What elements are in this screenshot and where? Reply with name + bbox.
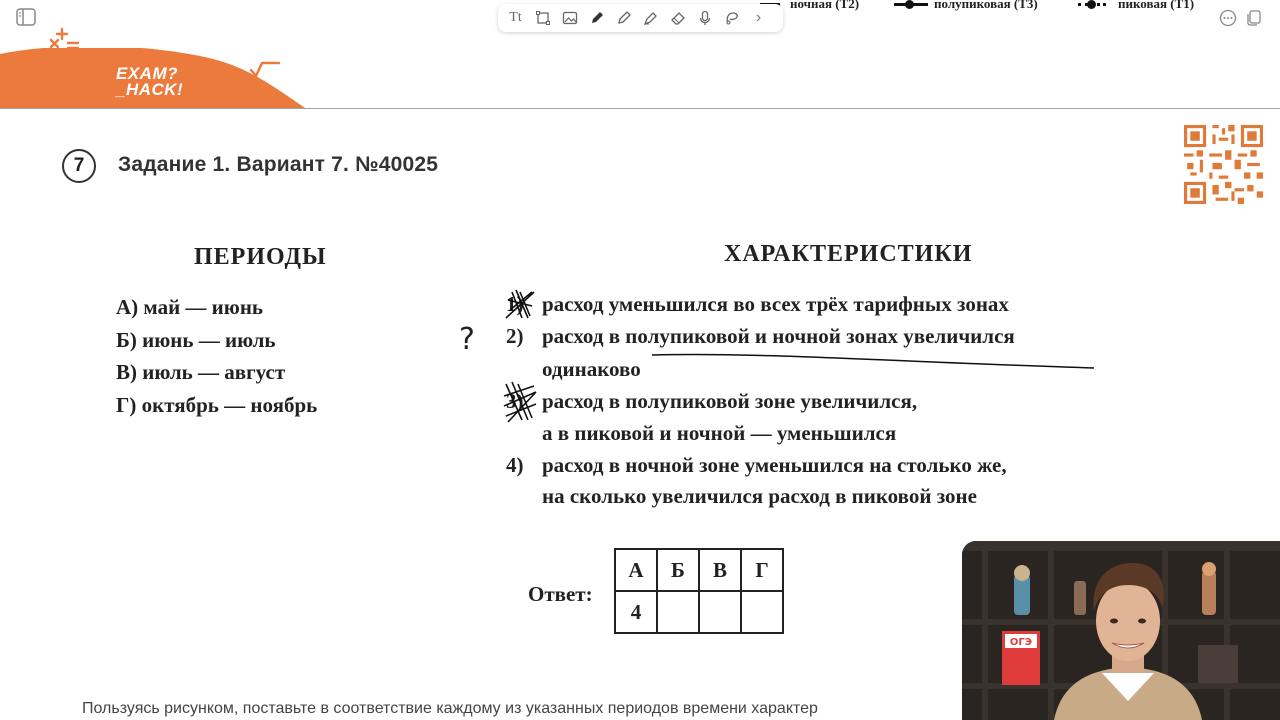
characteristic-3-line-2: а в пиковой и ночной — уменьшился: [542, 421, 897, 445]
sidebar-toggle-icon[interactable]: [16, 8, 36, 26]
characteristic-number-2: 2): [506, 324, 524, 348]
legend-night: ночная (Т2): [790, 0, 860, 11]
image-tool-icon[interactable]: [556, 6, 583, 30]
legend-marker-half-peak: [905, 0, 914, 9]
characteristic-4-line-1: расход в ночной зоне уменьшился на столько же,: [542, 453, 1007, 477]
lasso-tool-icon[interactable]: [718, 6, 745, 30]
answer-cell-a[interactable]: 4: [615, 591, 657, 633]
legend-half-peak: полупиковая (Т3): [934, 0, 1038, 11]
copy-icon[interactable]: [1244, 8, 1264, 28]
exam-hack-logo: EXAM? _HACK!: [116, 64, 184, 99]
frame-tool-icon[interactable]: [529, 6, 556, 30]
answer-table: [614, 548, 784, 634]
task-description-footer: Пользуясь рисунком, поставьте в соответствие каждому из указанных периодов времени характер: [82, 700, 818, 717]
drawing-toolbar: [498, 4, 783, 32]
webcam-video: [962, 541, 1280, 720]
answer-header-a: А: [615, 549, 657, 591]
period-item-a: А) май — июнь: [116, 295, 264, 319]
more-options-icon[interactable]: [1218, 8, 1238, 28]
answer-cell-g[interactable]: [741, 591, 783, 633]
characteristic-3-line-1: расход в полупиковой зоне увеличился,: [542, 389, 918, 413]
answer-label: Ответ:: [528, 582, 593, 606]
task-number-badge: 7: [62, 149, 96, 183]
task-title: Задание 1. Вариант 7. №40025: [118, 153, 439, 176]
book-title: ОГЭ: [1009, 637, 1033, 648]
characteristic-4-line-2: на сколько увеличился расход в пиковой зоне: [542, 484, 977, 508]
sqrt-symbol-icon: [250, 60, 280, 80]
answer-header-v: В: [699, 549, 741, 591]
answer-header-b: Б: [657, 549, 699, 591]
period-item-v: В) июль — август: [116, 360, 286, 384]
characteristic-1-line-1: расход уменьшился во всех трёх тарифных зонах: [542, 292, 1009, 316]
pencil-tool-icon[interactable]: [610, 6, 637, 30]
pen-tool-icon[interactable]: [583, 6, 610, 30]
text-tool-icon[interactable]: Tt: [509, 10, 522, 25]
characteristic-2-line-1: расход в полупиковой и ночной зонах увеличился: [542, 324, 1015, 348]
answer-cell-v[interactable]: [699, 591, 741, 633]
webcam-overlay: [962, 541, 1280, 720]
top-bar: [0, 0, 1280, 109]
question-mark-annotation: ?: [459, 322, 475, 357]
answer-cell-b[interactable]: [657, 591, 699, 633]
characteristic-number-1: 1): [506, 292, 524, 316]
characteristic-number-3: 3): [506, 389, 524, 413]
period-item-b: Б) июнь — июль: [116, 328, 276, 352]
microphone-tool-icon[interactable]: [691, 6, 718, 30]
characteristic-2-line-2: одинаково: [542, 357, 641, 381]
answer-header-g: Г: [741, 549, 783, 591]
legend-marker-peak: [1087, 0, 1096, 9]
characteristic-number-4: 4): [506, 453, 524, 477]
chevron-right-icon[interactable]: ›: [755, 9, 762, 26]
periods-heading: ПЕРИОДЫ: [194, 244, 327, 270]
eraser-tool-icon[interactable]: [664, 6, 691, 30]
qr-code-icon: [1184, 125, 1263, 204]
marker-tool-icon[interactable]: [637, 6, 664, 30]
legend-peak: пиковая (Т1): [1118, 0, 1195, 11]
period-item-g: Г) октябрь — ноябрь: [116, 393, 318, 417]
underline-annotation: [652, 354, 1094, 368]
characteristics-heading: ХАРАКТЕРИСТИКИ: [724, 241, 973, 267]
math-symbols-icon: [48, 26, 84, 58]
